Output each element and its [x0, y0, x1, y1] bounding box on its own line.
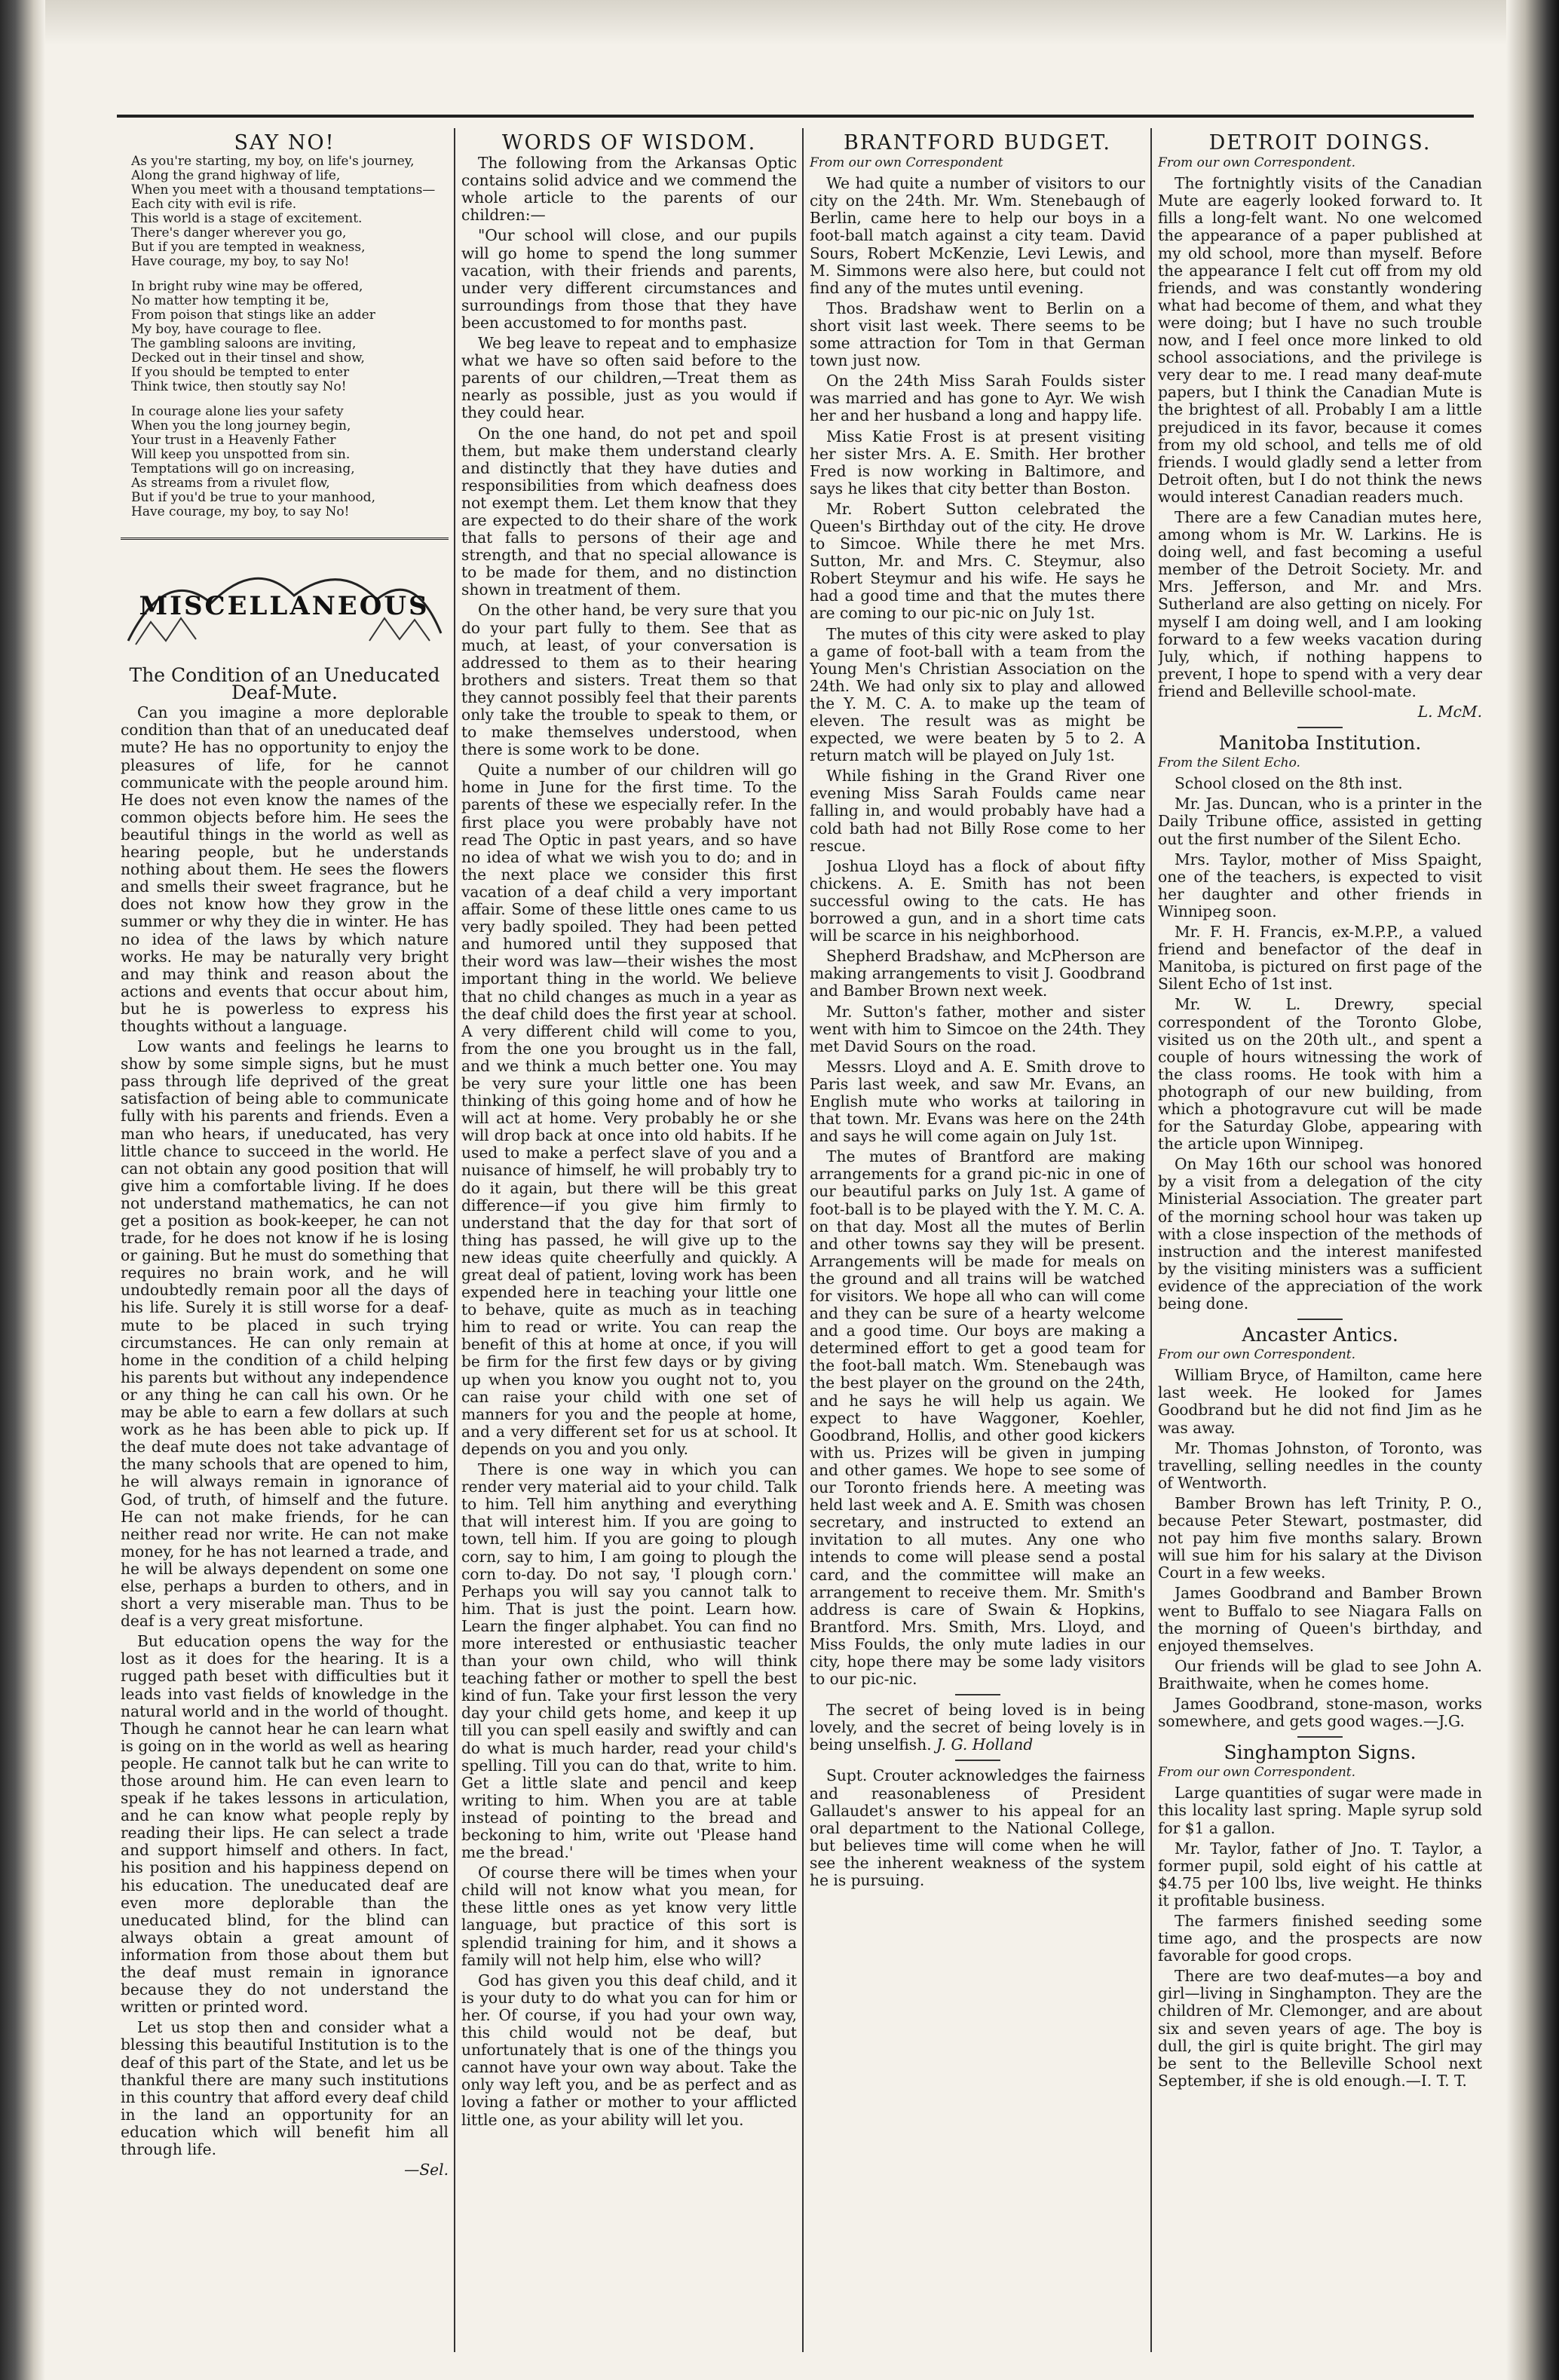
wisdom-paragraph: The following from the Arkansas Optic contains solid advice and we commend the whole article to the parents of our children:— — [461, 154, 797, 225]
condition-title: The Condition of an Uneducated Deaf-Mute. — [129, 664, 440, 704]
column-separator-3 — [1150, 128, 1152, 2352]
column-separator-1 — [454, 128, 455, 2352]
poem-line: Have courage, my boy, to say No! — [131, 254, 350, 270]
wisdom-paragraph: On the one hand, do not pet and spoil them, but make them understand clearly and distinctly that they have duties and responsibilities from which deafness does not exempt them. Let them know that they are expected to do their share of the work that falls to persons of their age and strength, and that no special allowance is to be made for them, and no distinction shown in treatment of them. — [461, 424, 797, 599]
ancaster-paragraph: James Goodbrand and Bamber Brown went to Buffalo to see Niagara Falls on the morning of Queen's birthday, and enjoyed themselves. — [1158, 1584, 1482, 1655]
wisdom-title: WORDS OF WISDOM. — [501, 131, 757, 155]
crouter-note: Supt. Crouter acknowledges the fairness and reasonableness of President Gallaudet's answer to his appeal for an oral department to the National College, but believes time will come when he will see the inherent weakness of the system he is pursuing. — [810, 1766, 1145, 1889]
brantford-paragraph: Mr. Sutton's father, mother and sister went with him to Simcoe on the 24th. They met David Sours on the road. — [810, 1002, 1145, 1055]
brantford-paragraph: We had quite a number of visitors to our city on the 24th. Mr. Wm. Stenebaugh of Berlin, came here to help our boys in a foot-ball match against a city team. David Sours, Robert McKenzie, Levi Lewis, and M. Simmons were also here, but could not find any of the mutes until evening. — [810, 174, 1145, 297]
poem-line: When you the long journey begin, — [131, 418, 351, 434]
poem-line: In bright ruby wine may be offered, — [131, 279, 363, 295]
manitoba-body — [1158, 775, 1482, 1313]
condition-body — [121, 704, 449, 2158]
poem-stanza — [121, 405, 449, 519]
manitoba-paragraph: On May 16th our school was honored by a visit from a delegation of the city Ministerial Association. The greater part of the morning school hour was taken up with a close inspection of the methods of instruction and the interest manifested by the visiting ministers was a sufficient evidence of the appreciation of the work being done. — [1158, 1155, 1482, 1313]
singhampton-byline: From our own Correspondent. — [1158, 1765, 1356, 1781]
ancaster-paragraph: James Goodbrand, stone-mason, works somewhere, and gets good wages.—J.G. — [1158, 1694, 1482, 1731]
poem-line: Decked out in their tinsel and show, — [131, 351, 365, 366]
page-top-edge — [0, 0, 1559, 45]
poem-line: Temptations will go on increasing, — [131, 461, 355, 477]
condition-paragraph: Low wants and feelings he learns to show by some simple signs, but he must pass through life deprived of the great satisfaction of being able to communicate fully with his parents and friends. Even a man who hears, if uneducated, has very little chance to succeed in the world. He can not obtain any good position that will give him a comfortable living. If he does not understand mathematics, he can not get a position as book-keeper, he can not trade, for he does not know if he is losing or gaining. But he must do something that requires no brain work, and he will undoubtedly remain poor all the days of his life. Surely it is still worse for a deaf-mute to be placed in such trying circumstances. He can only remain at home in the condition of a child helping his parents but without any independence or any thing he can call his own. Or he may be able to earn a few dollars at such work as he has been able to pick up. If the deaf mute does not take advantage of the many schools that are opened to him, he will always remain in ignorance of God, of truth, of himself and the future. He can not make friends, for he can neither read nor write. He can not make money, for he has not learned a trade, and he will be always dependent on some one else, perhaps a burden to others, and in short a very miserable man. Thus to be deaf is a very great misfortune. — [121, 1037, 449, 1631]
scanned-right-edge — [1506, 0, 1559, 2380]
poem-line: But if you are tempted in weakness, — [131, 240, 366, 256]
miscellaneous-banner — [121, 550, 449, 656]
poem-line: This world is a stage of excitement. — [131, 211, 363, 227]
brantford-title: BRANTFORD BUDGET. — [844, 131, 1111, 155]
column-1 — [121, 128, 449, 2360]
ancaster-body — [1158, 1367, 1482, 1730]
banner-text: MISCELLANEOUS — [139, 591, 430, 622]
brantford-paragraph: Thos. Bradshaw went to Berlin on a short visit last week. There seems to be some attraction for Tom in that German town just now. — [810, 299, 1145, 370]
poem-line: If you should be tempted to enter — [131, 365, 350, 381]
holland-quote: The secret of being loved is in being lovely, and the secret of being lovely is in being unselfish. J. G. Holland — [810, 1701, 1145, 1754]
manitoba-byline: From the Silent Echo. — [1158, 755, 1300, 771]
brantford-paragraph: Joshua Lloyd has a flock of about fifty chickens. A. E. Smith has not been successful owing to the cats. He has borrowed a gun, and in a short time cats will be scarce in his neighborhood. — [810, 856, 1145, 945]
column-3 — [810, 128, 1145, 2360]
poem-line: As you're starting, my boy, on life's journey, — [131, 154, 415, 170]
poem-line: Each city with evil is rife. — [131, 197, 297, 213]
poem-stanza — [121, 280, 449, 394]
poem-box — [121, 131, 449, 540]
ancaster-paragraph: Bamber Brown has left Trinity, P. O., because Peter Stewart, postmaster, did not pay him five months salary. Brown will sue him for his salary at the Divison Court in a few weeks. — [1158, 1493, 1482, 1582]
miscellaneous-banner-art — [121, 550, 449, 656]
wisdom-paragraph: On the other hand, be very sure that you do your part fully to them. See that as much, at least, of your conversation is addressed to them as to their hearing brothers and sisters. Treat them so that they cannot possibly feel that their parents only take the trouble to speak to them, or to make themselves understood, when there is some work to be done. — [461, 601, 797, 759]
section-rule — [1297, 1319, 1343, 1320]
ancaster-paragraph: William Bryce, of Hamilton, came here last week. He looked for James Goodbrand but he did not find Jim as he was away. — [1158, 1366, 1482, 1437]
detroit-body — [1158, 175, 1482, 700]
detroit-byline: From our own Correspondent. — [1158, 155, 1356, 171]
singhampton-paragraph: Mr. Taylor, father of Jno. T. Taylor, a former pupil, sold eight of his cattle at $4.75 per 100 lbs, live weight. He thinks it profitable business. — [1158, 1839, 1482, 1910]
poem-line: Think twice, then stoutly say No! — [131, 379, 347, 395]
manitoba-paragraph: Mr. W. L. Drewry, special correspondent of the Toronto Globe, visited us on the 20th ult., and spent a couple of hours witnessing the work of the class rooms. He took with him a photograph of our new building, from which a photogravure cut will be made for the Saturday Globe, appearing with the article upon Winnipeg. — [1158, 995, 1482, 1153]
poem-line: Have courage, my boy, to say No! — [131, 504, 350, 520]
wisdom-paragraph: Quite a number of our children will go home in June for the first time. To the parents of these we especially refer. In the first place you were probably have not read The Optic in past years, and so have no idea of what we wish you to do; and in the next place we consider this first vacation of a deaf child a very important affair. Some of these little ones came to us very badly spoiled. They had been petted and humored until they supposed that their word was law—their wishes the most important thing in the world. We believe that no child changes as much in a year as the deaf child does the first year at school. A very different child will come to you, from the one you brought us in the fall, and we think a much better one. You may be very sure your little one has been thinking of this going home and of how he will act at home. Very probably he or she will drop back at once into old habits. If he used to make a perfect slave of you and a nuisance of himself, he will probably try to do it again, but there will be this great difference—if you give him firmly to understand that the day for that sort of thing has passed, he will give up to the new ideas quite cheerfully and quickly. A great deal of patient, loving work has been expended here in teaching your little one to behave, quite as much as in teaching him to read or write. You can reap the benefit of this at home at once, if you will be firm for the first few days or by giving up when you know you ought not to, you can raise your child with one set of manners for you and the people at home, and a very different set for us at school. It depends on you and you only. — [461, 761, 797, 1458]
column-separator-2 — [802, 128, 804, 2352]
singhampton-paragraph: Large quantities of sugar were made in this locality last spring. Maple syrup sold for $1 a gallon. — [1158, 1784, 1482, 1837]
quote-author: J. G. Holland — [936, 1735, 1034, 1754]
brantford-paragraph: Messrs. Lloyd and A. E. Smith drove to Paris last week, and saw Mr. Evans, an English mute who works at tailoring in that town. Mr. Evans was here on the 24th and says he will come again on July 1st. — [810, 1057, 1145, 1146]
section-rule — [955, 1694, 1000, 1695]
brantford-paragraph: Shepherd Bradshaw, and McPherson are making arrangements to visit J. Goodbrand and Bamber Brown next week. — [810, 947, 1145, 1000]
brantford-byline: From our own Correspondent — [810, 155, 1003, 171]
detroit-paragraph: The fortnightly visits of the Canadian Mute are eagerly looked forward to. It fills a long-felt want. No one welcomed the appearance of a paper published at my old school, more than myself. Before the appearance I felt cut off from my old friends, and was constantly wondering what had become of them, and what they were doing; but I have no such trouble now, and I feel once more linked to old school associations, and the privilege is very dear to me. I read many deaf-mute papers, but I think the Canadian Mute is the brightest of all. Probably I am a little prejudiced in its favor, because it comes from my old school, and tells me of old friends. I would gladly send a letter from Detroit often, but I do not think the news would interest Canadian readers much. — [1158, 174, 1482, 506]
section-rule — [1297, 1736, 1343, 1738]
poem-line: Will keep you unspotted from sin. — [131, 447, 351, 463]
manitoba-paragraph: Mr. Jas. Duncan, who is a printer in the Daily Tribune office, assisted in getting out the first number of the Silent Echo. — [1158, 795, 1482, 848]
poem-line: Your trust in a Heavenly Father — [131, 433, 336, 449]
brantford-paragraph: The mutes of Brantford are making arrangements for a grand pic-nic in one of our beautiful parks on July 1st. A game of foot-ball is to be played with the Y. M. C. A. on that day. Most all the mutes of Berlin and other towns say they will be present. Arrangements will be made for meals on the ground and all trains will be watched for visitors. We hope all who can will come and they can be sure of a hearty welcome and a good time. Our boys are making a determined effort to get a good team for the foot-ball match. Wm. Stenebaugh was the best player on the ground on the 24th, and he says he will help us again. We expect to have Waggoner, Koehler, Goodbrand, Hollis, and other good kickers with us. Prizes will be given in jumping and other games. We hope to see some of our Toronto friends here. A meeting was held last week and A. E. Smith was chosen secretary, and instructed to extend an invitation to all mutes. Any one who intends to come will please send a postal card, and the committee will make an arrangement to receive them. Mr. Smith's address is care of Swain & Hopkins, Brantford. Mrs. Smith, Mrs. Lloyd, and Miss Foulds, the only mute ladies in our city, hope there may be some lady visitors to our pic-nic. — [810, 1147, 1145, 1689]
poem-line: The gambling saloons are inviting, — [131, 336, 357, 352]
poem-body — [121, 155, 449, 519]
brantford-paragraph: Mr. Robert Sutton celebrated the Queen's Birthday out of the city. He drove to Simcoe. While there he met Mrs. Sutton, Mr. and Mrs. C. Steymur, also Robert Steymur and his wife. He says he had a good time and that the mutes there are coming to our pic-nic on July 1st. — [810, 499, 1145, 623]
poem-line: When you meet with a thousand temptations— — [131, 182, 436, 198]
detroit-title: DETROIT DOINGS. — [1208, 131, 1432, 155]
manitoba-title: Manitoba Institution. — [1218, 732, 1422, 755]
wisdom-paragraph: God has given you this deaf child, and it is your duty to do what you can for him or her. Of course, if you had your own way, this child would not be deaf, but unfortunately that is one of the things you cannot have your own way about. Take the only way left you, and be as perfect and as loving a father or mother to your afflicted little one, as your ability will let you. — [461, 1971, 797, 2129]
condition-paragraph: Let us stop then and consider what a blessing this beautiful Institution is to the deaf of this part of the State, and let us be thankful there are many such institutions in this country that afford every deaf child in the land an opportunity for an education which will benefit him all through life. — [121, 2018, 449, 2158]
detroit-signature: L. McM. — [1417, 703, 1482, 721]
section-rule — [1297, 727, 1343, 728]
singhampton-title: Singhampton Signs. — [1224, 1741, 1417, 1764]
manitoba-paragraph: Mrs. Taylor, mother of Miss Spaight, one of the teachers, is expected to visit her daughter and other friends in Winnipeg soon. — [1158, 850, 1482, 920]
ancaster-title: Ancaster Antics. — [1242, 1324, 1398, 1346]
singhampton-paragraph: The farmers finished seeding some time ago, and the prospects are now favorable for good crops. — [1158, 1912, 1482, 1965]
brantford-paragraph: Miss Katie Frost is at present visiting her sister Mrs. A. E. Smith. Her brother Fred is now working in Baltimore, and says he likes that city better than Boston. — [810, 427, 1145, 498]
section-rule — [955, 1760, 1000, 1761]
top-rule — [117, 115, 1474, 118]
wisdom-paragraph: There is one way in which you can render very material aid to your child. Talk to him. Tell him anything and everything that will interest him. If you are going to town, tell him. If you are going to plough corn, say to him, I am going to plough the corn to-day. Do not say, 'I plough corn.' Perhaps you will say you cannot talk to him. That is just the point. Learn how. Learn the finger alphabet. You can find no more interested or enthusiastic teacher than your own child, who will think teaching father or mother to spell the best kind of fun. Take your first lesson the very day your child gets home, and keep it up till you can spell easily and swiftly and can do what is much harder, read your child's spelling. Till you can do that, write to him. Get a little slate and pencil and keep writing to him. When you are at table instead of pointing to the bread and beckoning to him, write out 'Please hand me the bread.' — [461, 1460, 797, 1862]
column-2 — [461, 128, 797, 2360]
wisdom-body — [461, 155, 797, 2129]
poem-line: As streams from a rivulet flow, — [131, 476, 330, 492]
brantford-body — [810, 175, 1145, 1688]
condition-signature: —Sel. — [404, 2161, 449, 2179]
wisdom-paragraph: "Our school will close, and our pupils will go home to spend the long summer vacation, with their friends and parents, under very different circumstances and surroundings from those that they have been accustomed to for months past. — [461, 226, 797, 332]
poem-line: Along the grand highway of life, — [131, 168, 341, 184]
brantford-paragraph: On the 24th Miss Sarah Foulds sister was married and has gone to Ayr. We wish her and her husband a long and happy life. — [810, 372, 1145, 425]
poem-line: No matter how tempting it be, — [131, 293, 329, 309]
poem-line: My boy, have courage to flee. — [131, 322, 322, 338]
manitoba-paragraph: School closed on the 8th inst. — [1175, 774, 1403, 793]
wisdom-paragraph: Of course there will be times when your child will not know what you mean, for these little ones as yet know very little language, but practice of this sort is splendid training for him, and it shows a family will not help him, else who will? — [461, 1864, 797, 1969]
poem-stanza — [121, 155, 449, 269]
detroit-paragraph: There are a few Canadian mutes here, among whom is Mr. W. Larkins. He is doing well, and fast becoming a useful member of the Detroit Society. Mr. and Mrs. Jefferson, and Mr. and Mrs. Sutherland are also getting on nicely. For myself I am doing well, and I am looking forward to a few weeks vacation during July, which, if nothing happens to prevent, I hope to spend with a very dear friend and Belleville school-mate. — [1158, 507, 1482, 700]
singhampton-paragraph: There are two deaf-mutes—a boy and girl—living in Singhampton. They are the children of Mr. Clemonger, and are about six and seven years of age. The boy is dull, the girl is quite bright. The girl may be sent to the Belleville School next September, if she is old enough.—I. T. T. — [1158, 1967, 1482, 2090]
column-4 — [1158, 128, 1482, 2360]
poem-title: SAY NO! — [234, 131, 335, 155]
brantford-paragraph: The mutes of this city were asked to play a game of foot-ball with a team from the Young Men's Christian Association on the 24th. We had only six to play and allowed the Y. M. C. A. to make up the team of eleven. The result was as might be expected, we were beaten by 5 to 2. A return match will be played on July 1st. — [810, 624, 1145, 765]
ancaster-paragraph: Our friends will be glad to see John A. Braithwaite, when he comes home. — [1158, 1656, 1482, 1692]
scanned-left-margin — [0, 0, 45, 2380]
poem-line: But if you'd be true to your manhood, — [131, 490, 375, 506]
wisdom-paragraph: We beg leave to repeat and to emphasize what we have so often said before to the parents of our children,—Treat them as nearly as possible, just as you would if they could hear. — [461, 334, 797, 422]
ancaster-paragraph: Mr. Thomas Johnston, of Toronto, was travelling, selling needles in the county of Wentworth. — [1158, 1438, 1482, 1492]
condition-paragraph: But education opens the way for the lost as it does for the hearing. It is a rugged path beset with difficulties but it leads into vast fields of knowledge in the natural world and in the world of thought. Though he cannot hear he can learn what is going on in the world as well as hearing people. He cannot talk but he can write to those around him. He can even learn to speak if he takes lessons in articulation, and he can know what people reply by reading their lips. He can select a trade and support himself and others. In fact, his position and his happiness depend on his education. The uneducated deaf are even more deplorable than the uneducated blind, for the blind can always obtain a great amount of information from those about them but the deaf must remain in ignorance because they do not understand the written or printed word. — [121, 1632, 449, 2017]
poem-line: There's danger wherever you go, — [131, 225, 347, 241]
manitoba-paragraph: Mr. F. H. Francis, ex-M.P.P., a valued friend and benefactor of the deaf in Manitoba, is pictured on first page of the Silent Echo of 1st inst. — [1158, 923, 1482, 994]
poem-line: From poison that stings like an adder — [131, 308, 375, 323]
condition-paragraph: Can you imagine a more deplorable condition than that of an uneducated deaf mute? He has no opportunity to enjoy the pleasures of life, for he cannot communicate with the people around him. He does not even know the names of the common objects before him. He sees the beautiful things in the world as well as hearing people, but he understands nothing about them. He sees the flowers and smells their sweet fragrance, but he does not know how they grow in the summer or why they die in winter. He has no idea of the laws by which nature works. He may be naturally very bright and may think and reason about the actions and events that occur about him, but he is powerless to express his thoughts without a language. — [121, 703, 449, 1035]
poem-line: In courage alone lies your safety — [131, 404, 344, 420]
singhampton-body — [1158, 1784, 1482, 2090]
ancaster-byline: From our own Correspondent. — [1158, 1347, 1356, 1363]
brantford-paragraph: While fishing in the Grand River one evening Miss Sarah Foulds came near falling in, and would probably have had a cold bath had not Billy Rose come to her rescue. — [810, 767, 1145, 855]
